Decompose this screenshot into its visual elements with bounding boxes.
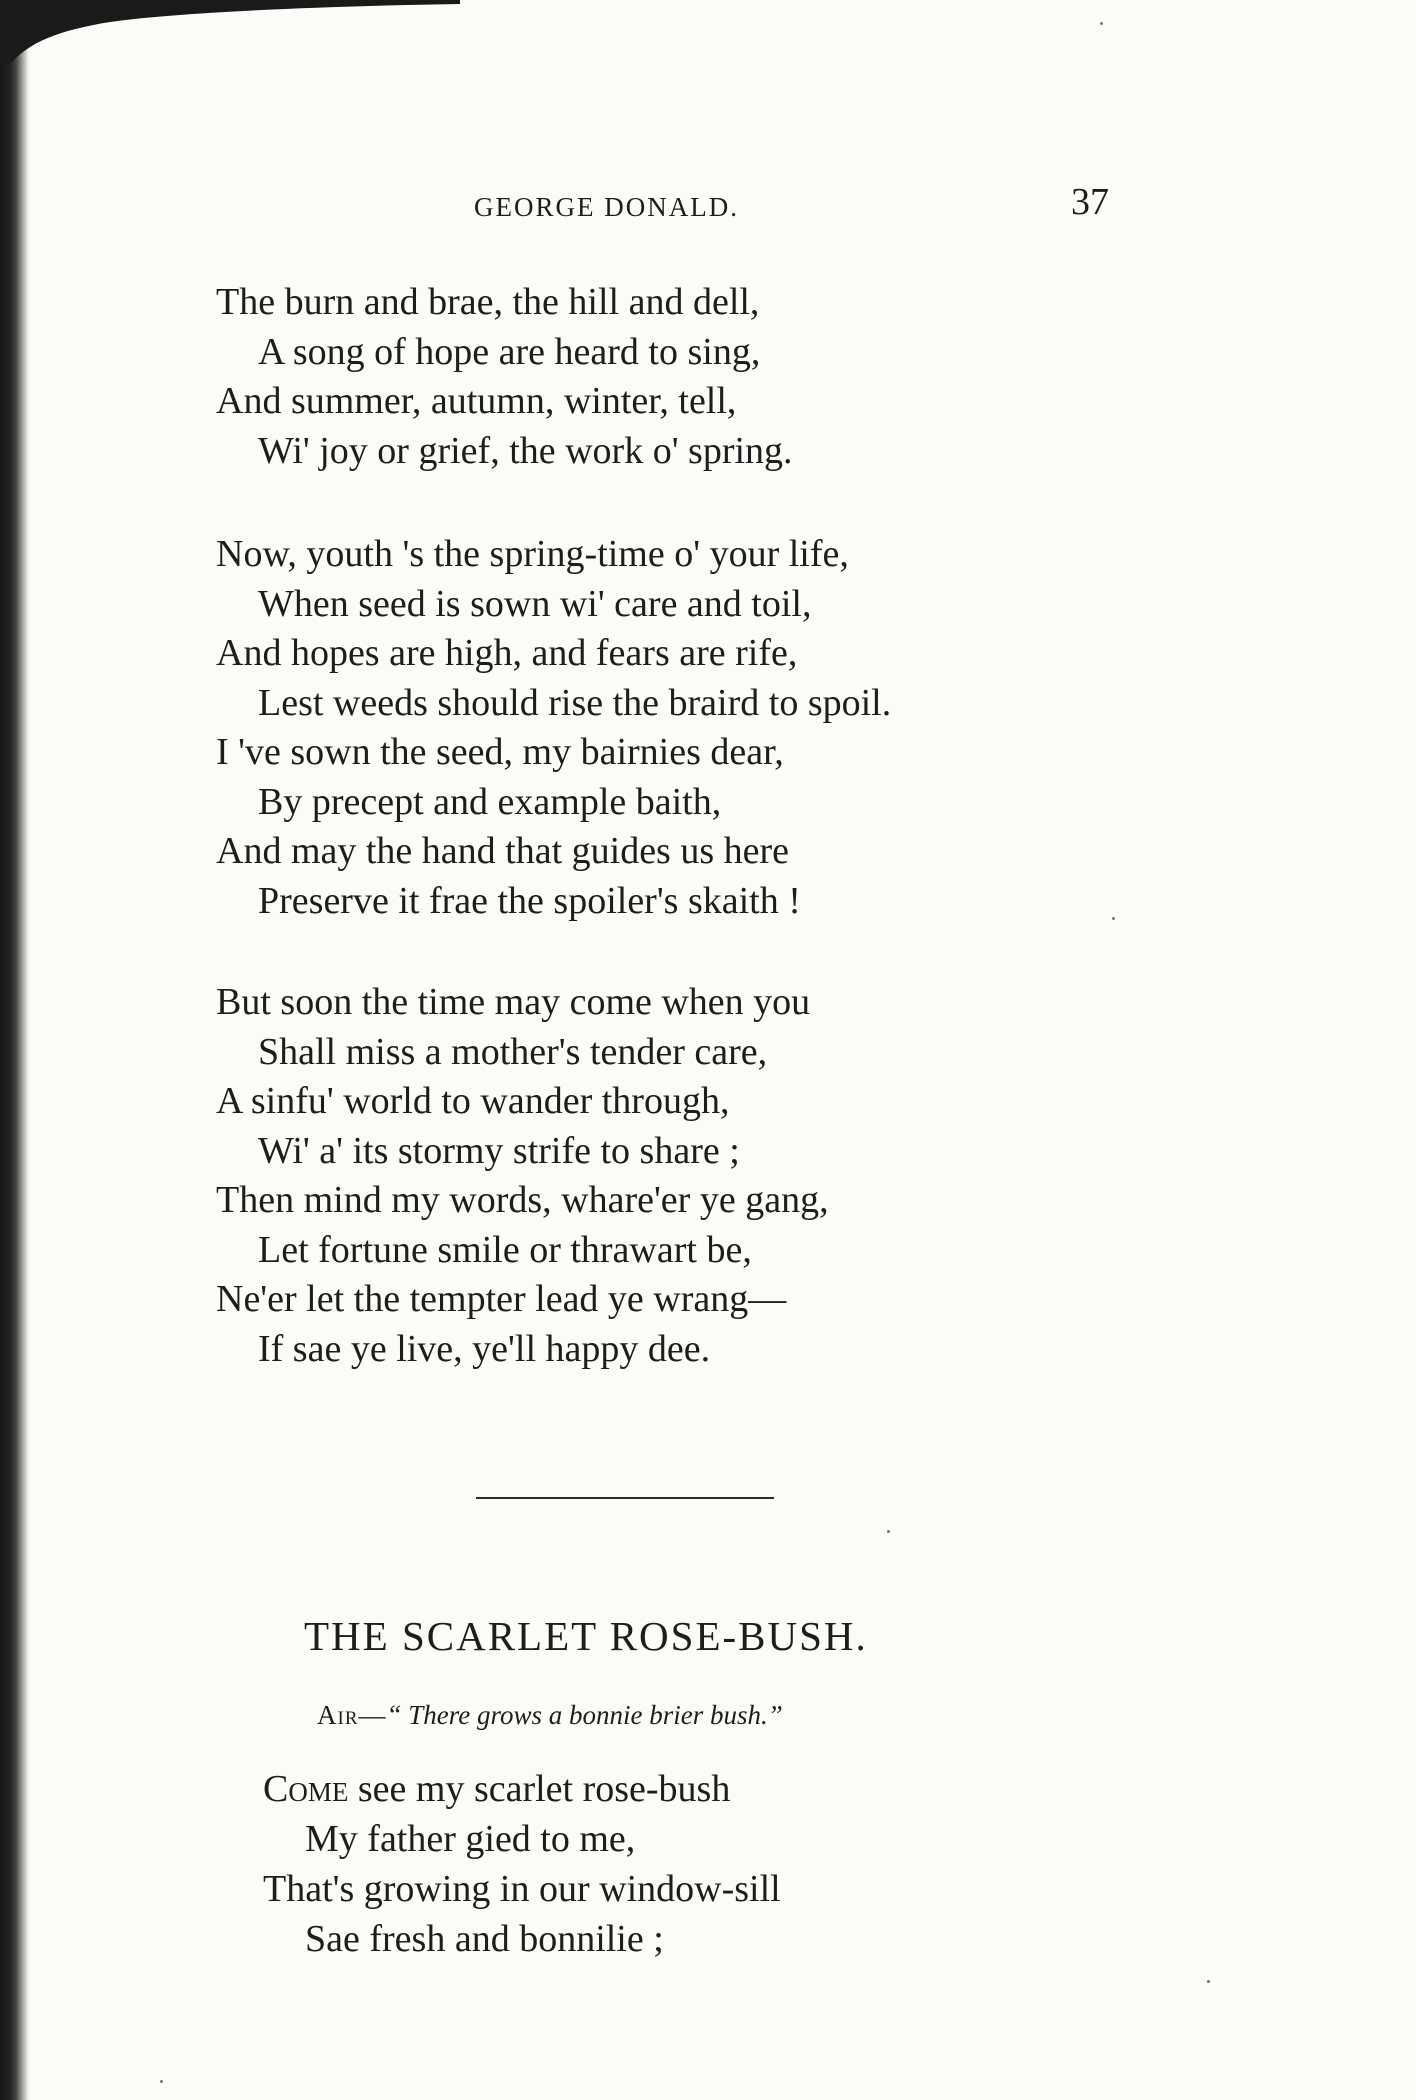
verse-line: Now, youth 's the spring-time o' your life,	[216, 533, 849, 575]
paper-speck	[1100, 22, 1103, 25]
verse-line: I 've sown the seed, my bairnies dear,	[216, 731, 784, 773]
verse-line: By precept and example baith,	[258, 780, 722, 823]
stanza-1	[216, 278, 793, 476]
verse-line: And hopes are high, and fears are rife,	[216, 632, 798, 674]
verse-line	[263, 1764, 781, 1814]
drop-word: Come	[263, 1768, 349, 1810]
stanza-3	[216, 978, 829, 1374]
verse-line: Shall miss a mother's tender care,	[258, 1030, 768, 1073]
verse-line: And may the hand that guides us here	[216, 830, 790, 872]
paper-speck	[1207, 1980, 1210, 1983]
song-stanza-1	[263, 1764, 781, 1964]
binding-edge	[0, 0, 30, 2100]
verse-line: Lest weeds should rise the braird to spoil.	[258, 681, 892, 724]
verse-line: Let fortune smile or thrawart be,	[258, 1228, 752, 1271]
verse-line: When seed is sown wi' care and toil,	[258, 582, 812, 625]
verse-line-rest: see my scarlet rose-bush	[348, 1768, 731, 1810]
verse-line: That's growing in our window-sill	[263, 1868, 781, 1910]
song-title: THE SCARLET ROSE-BUSH.	[304, 1613, 868, 1659]
air-label: Air—	[317, 1700, 387, 1730]
page-number: 37	[1071, 181, 1109, 223]
verse-line: Then mind my words, whare'er ye gang,	[216, 1179, 829, 1221]
paper-speck	[887, 1530, 890, 1533]
air-tune-name: “ There grows a bonnie brier bush.”	[386, 1700, 783, 1730]
paper-speck	[160, 2080, 163, 2083]
air-attribution	[317, 1700, 783, 1731]
verse-line: And summer, autumn, winter, tell,	[216, 380, 737, 422]
section-divider	[476, 1497, 774, 1499]
verse-line: But soon the time may come when you	[216, 981, 811, 1023]
verse-line: If sae ye live, ye'll happy dee.	[258, 1327, 711, 1370]
running-head: GEORGE DONALD.	[474, 192, 739, 222]
verse-line: My father gied to me,	[305, 1818, 636, 1860]
verse-line: The burn and brae, the hill and dell,	[216, 281, 760, 323]
verse-line: Wi' a' its stormy strife to share ;	[258, 1129, 740, 1172]
top-edge-shadow	[0, 0, 460, 70]
verse-line: A song of hope are heard to sing,	[258, 330, 761, 373]
verse-line: Ne'er let the tempter lead ye wrang—	[216, 1278, 787, 1320]
paper-speck	[1112, 917, 1115, 920]
verse-line: Wi' joy or grief, the work o' spring.	[258, 429, 793, 472]
verse-line: Sae fresh and bonnilie ;	[305, 1918, 664, 1960]
verse-line: Preserve it frae the spoiler's skaith !	[258, 879, 801, 922]
verse-line: A sinfu' world to wander through,	[216, 1080, 730, 1122]
stanza-2	[216, 530, 891, 926]
